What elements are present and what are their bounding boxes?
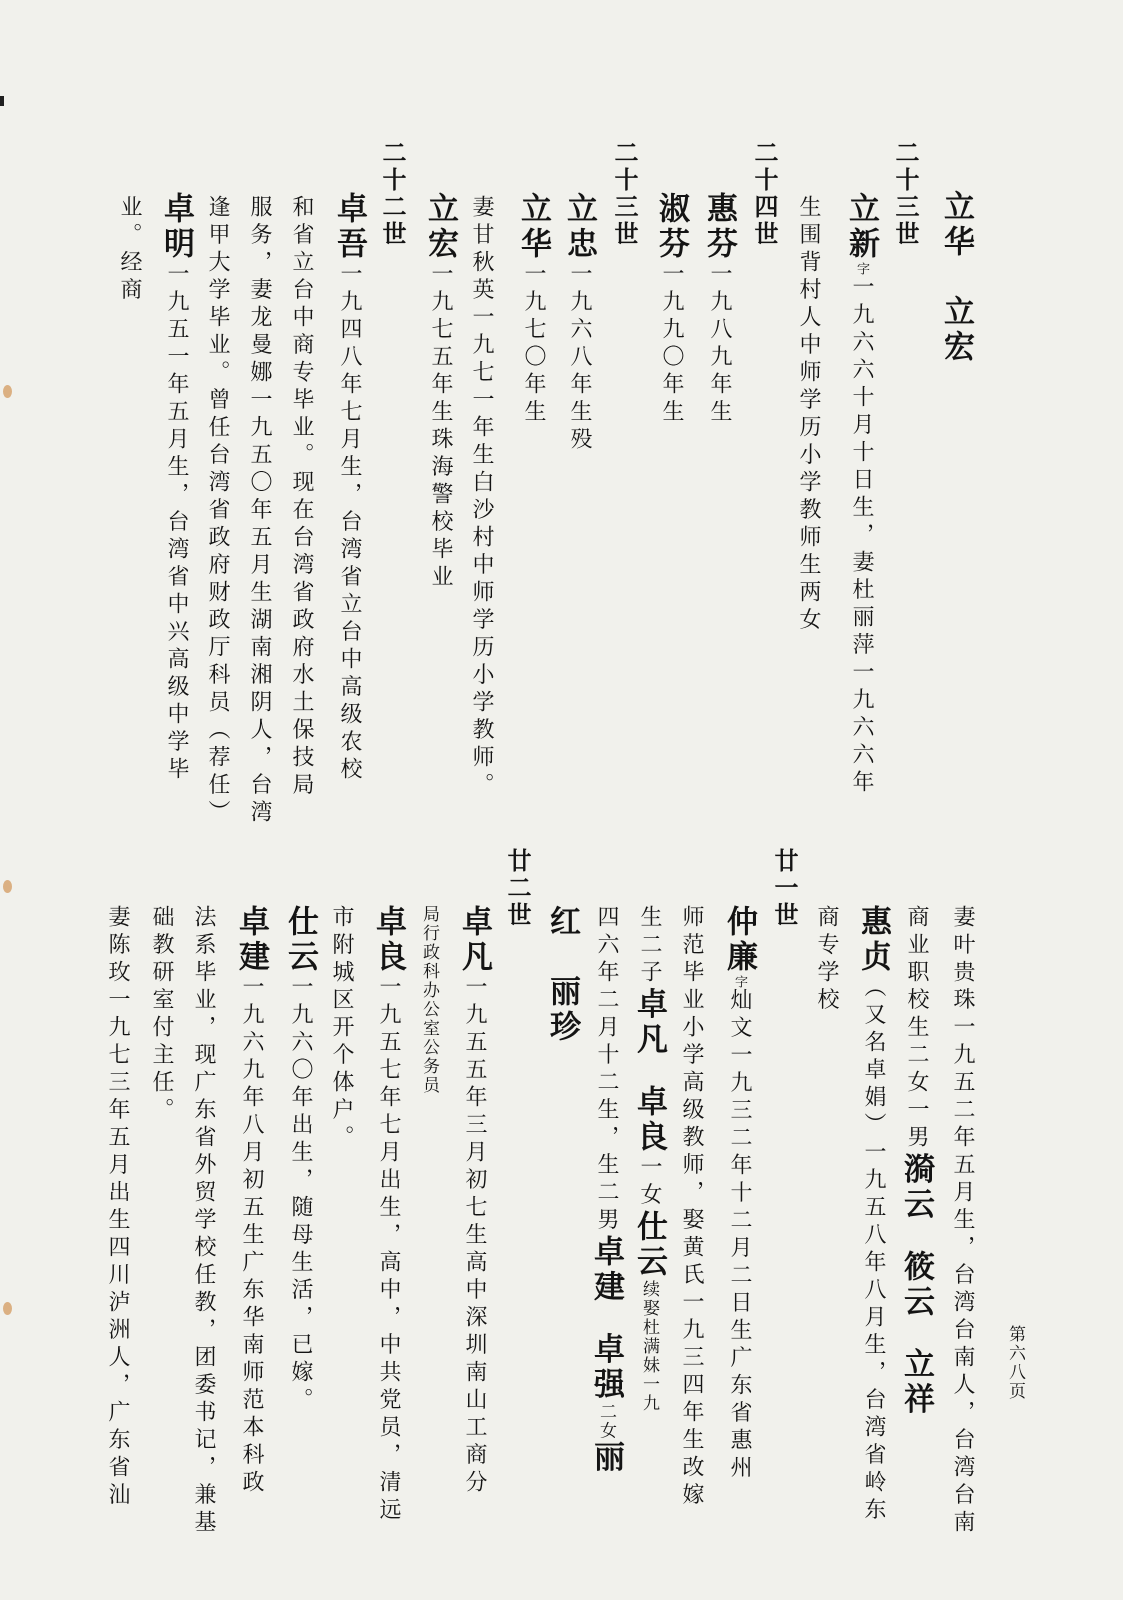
entry-text: 一九六八年生殁 [567, 262, 592, 455]
entry-text: 一九六〇年出生，随母生活，已嫁。 [288, 975, 313, 1415]
entry-text: 一九七五年生珠海警校毕业 [428, 262, 453, 592]
person-name: 卓建 [233, 905, 269, 975]
person-name: 立祥 [898, 1347, 934, 1418]
generation-heading: 二十二世 [378, 140, 407, 248]
person-name: 卓凡 [631, 987, 667, 1058]
entry-lihua [515, 192, 551, 427]
person-name: 红 [544, 905, 580, 940]
entry-text-line: 业。经商 [117, 195, 142, 305]
person-name: 卓强 [588, 1332, 624, 1403]
person-name: 卓良 [370, 905, 406, 975]
entry-lihong [422, 192, 458, 592]
entry-huifen [701, 192, 737, 427]
paper-stain [3, 385, 12, 398]
entry-text-line: 局行政科办公室公务员 [419, 905, 439, 1095]
entry-zhuoliang [370, 905, 406, 1525]
entry-text-line: 服务，妻龙曼娜一九五〇年五月生湖南湘阴人，台湾 [247, 195, 272, 828]
binding-edge-mark [0, 96, 4, 106]
entry-huizhen [855, 905, 891, 1525]
entry-text: 商业职校生二女一男 [904, 905, 929, 1153]
entry-text: 一女 [637, 1155, 662, 1210]
entry-text-line: 妻甘秋英一九七一年生白沙村中师学历小学教师。 [469, 195, 494, 800]
person-name: 卓凡 [456, 905, 492, 975]
person-name: 仕云 [631, 1210, 667, 1280]
paper-stain [3, 1302, 12, 1315]
entry-lizhong [561, 192, 597, 455]
generation-heading: 二十四世 [750, 140, 779, 248]
entry-text: （又名卓娟）一九五八年八月生，台湾省岭东 [861, 975, 886, 1525]
entry-text: 一九五五年三月初七生高中深圳南山工商分 [462, 975, 487, 1498]
entry-zhuowu [331, 192, 367, 785]
person-name: 仕云 [282, 905, 318, 975]
person-name: 筱云 [898, 1250, 934, 1320]
entry-text-line: 础教研室付主任。 [149, 905, 174, 1125]
entry-text-line: 逢甲大学毕业。曾任台湾省政府财政厅科员（荐任） [205, 195, 230, 828]
entry-zhonglian [721, 905, 757, 1483]
page-number: 第六八页 [1005, 1325, 1025, 1401]
entry-zhuofan [456, 905, 492, 1498]
entry-text: 四六年二月十二生，生二男 [594, 905, 619, 1235]
person-name: 立华 [515, 192, 551, 262]
entry-shiyun [282, 905, 318, 1415]
person-name: 卓建 [588, 1235, 624, 1305]
entry-text: 一九五一年五月生，台湾省中兴高级中学毕 [164, 262, 189, 785]
entry-text: 一九六六十月十日生，妻杜丽萍一九六六年 [849, 275, 874, 798]
person-name: 立新 [843, 192, 879, 262]
person-name: 立宏 [422, 192, 458, 262]
entry-text: 生二子 [637, 905, 662, 988]
entry-hong-lizhen [544, 905, 580, 1045]
entry-text: 一九六九年八月初五生广东华南师范本科政 [239, 975, 264, 1498]
person-name: 立忠 [561, 192, 597, 262]
entry-zhonglian-children-2 [588, 905, 624, 1476]
person-name: 淑芬 [653, 192, 689, 262]
entry-zhonglian-children [631, 905, 667, 1413]
header-name: 立华 [938, 190, 974, 260]
entry-text: 一九八九年生 [707, 262, 732, 427]
entry-text: 续娶杜满妹一九 [639, 1280, 659, 1413]
person-name: 漪云 [898, 1152, 934, 1223]
entry-text: 一九七〇年生 [521, 262, 546, 427]
generation-heading: 二十三世 [610, 140, 639, 248]
entry-zhuoming [158, 192, 194, 785]
entry-zhuojian [233, 905, 269, 1498]
entry-text: 一九五七年七月出生，高中，中共党员，清远 [376, 975, 401, 1525]
person-name: 卓明 [158, 192, 194, 262]
person-name: 惠贞 [855, 905, 891, 975]
entry-text: 二女 [596, 1402, 616, 1441]
paper-stain [3, 880, 12, 893]
entry-text-line: 妻叶贵珠一九五二年五月生，台湾台南人，台湾台南 [950, 905, 975, 1538]
entry-text-line: 师范毕业小学高级教师，娶黄氏一九三四年生改嫁 [679, 905, 704, 1510]
entry-text: 灿文一九三二年十二月二日生广东省惠州 [727, 988, 752, 1483]
person-name: 仲廉 [721, 905, 757, 975]
entry-text-line: 生围背村人中师学历小学教师生两女 [796, 195, 821, 635]
header-name: 立宏 [938, 295, 974, 365]
generation-heading: 廿一世 [770, 848, 799, 929]
courtesy-mark: 字 [854, 262, 869, 275]
person-name: 卓吾 [331, 192, 367, 262]
person-name: 丽珍 [544, 975, 580, 1045]
entry-text-line: 市附城区开个体户。 [329, 905, 354, 1153]
courtesy-mark: 字 [732, 975, 747, 988]
entry-text-line: 商专学校 [814, 905, 839, 1015]
entry-text: 一九九〇年生 [659, 262, 684, 427]
person-name: 丽 [588, 1440, 624, 1476]
entry-text-line: 妻陈玫一九七三年五月出生四川泸洲人，广东省汕 [105, 905, 130, 1510]
entry-wife-children [898, 905, 934, 1418]
generation-heading: 廿二世 [503, 848, 532, 929]
header-names [938, 190, 974, 365]
entry-text: 一九四八年七月生，台湾省立台中高级农校 [337, 262, 362, 785]
person-name: 卓良 [631, 1085, 667, 1155]
entry-text-line: 法系毕业，现广东省外贸学校任教，团委书记，兼基 [191, 905, 216, 1538]
entry-shufen [653, 192, 689, 427]
entry-text-line: 和省立台中商专毕业。现在台湾省政府水土保技局 [289, 195, 314, 800]
entry-lixin [843, 192, 879, 798]
generation-heading: 二十三世 [891, 140, 920, 248]
person-name: 惠芬 [701, 192, 737, 262]
